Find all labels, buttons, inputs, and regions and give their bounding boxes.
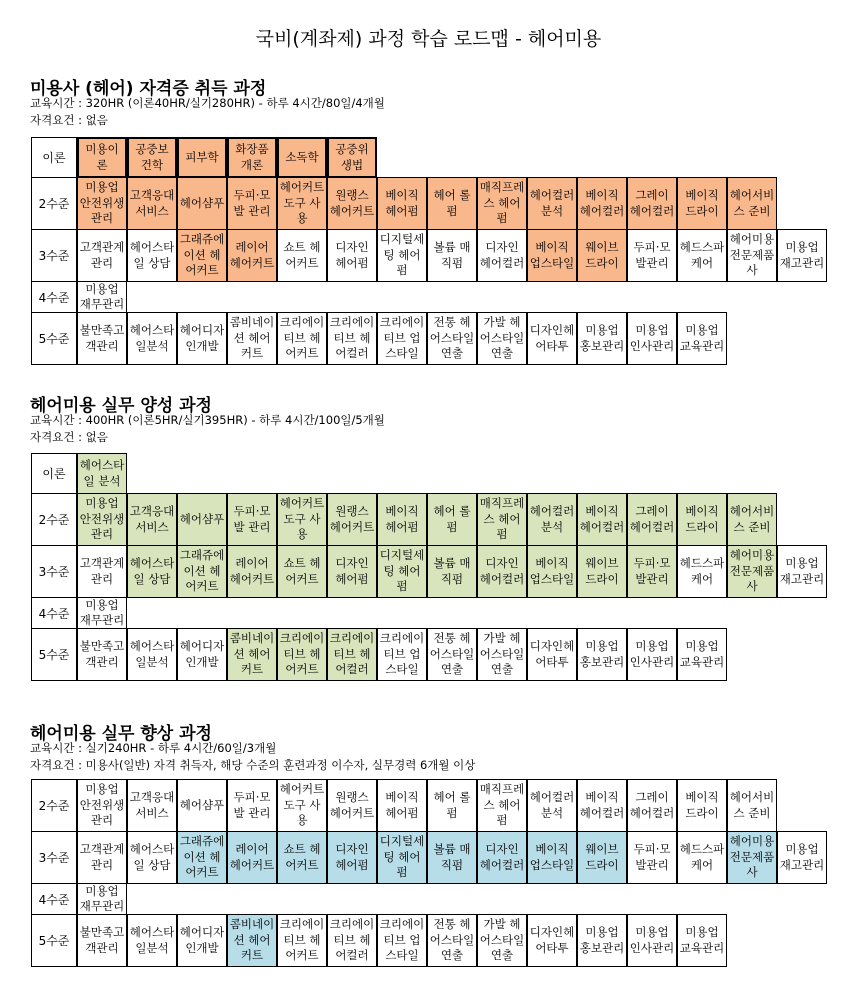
course-cell: 미용업 재무관리	[77, 883, 127, 915]
course-cell: 미용업 교육관리	[677, 312, 727, 365]
course-cell: 헤어컬러 분석	[527, 779, 577, 832]
course-cell: 볼륨 매직펌	[427, 545, 477, 598]
course-cell: 고객관계관리	[77, 545, 127, 598]
course-cell: 콤비네이션 헤어커트	[227, 914, 277, 967]
section-hours: 교육시간 : 320HR (이론40HR/실기280HR) - 하루 4시간/80일/4개월	[30, 96, 385, 110]
course-cell: 베이직 헤어펌	[377, 779, 427, 832]
course-cell: 크리에이티브 헤어컬러	[327, 914, 377, 967]
course-cell: 베이직 헤어컬러	[577, 493, 627, 546]
course-cell: 헤드스파케어	[677, 831, 727, 884]
level-label-l3: 3수준	[31, 229, 77, 282]
section-hours: 교육시간 : 400HR (이론5HR/실기395HR) - 하루 4시간/100일/5개월	[30, 413, 385, 427]
course-cell: 헤어커트 도구 사용	[277, 493, 327, 546]
course-cell: 크리에이티브 업스타일	[377, 628, 427, 681]
course-cell: 헤어디자인개발	[177, 312, 227, 365]
course-cell: 고객응대 서비스	[127, 493, 177, 546]
course-cell: 매직프레스 헤어펌	[477, 493, 527, 546]
course-cell: 베이직 업스타일	[527, 229, 577, 282]
page-title: 국비(계좌제) 과정 학습 로드맵 - 헤어미용	[255, 28, 602, 50]
course-cell: 헤어서비스 준비	[727, 779, 777, 832]
course-cell: 미용업 교육관리	[677, 914, 727, 967]
course-cell: 고객관계관리	[77, 229, 127, 282]
course-cell: 미용업 안전위생 관리	[77, 177, 127, 230]
course-cell: 레이어 헤어커트	[227, 545, 277, 598]
section-hours: 교육시간 : 실기240HR - 하루 4시간/60일/3개월	[30, 741, 277, 755]
course-cell: 미용업 재고관리	[777, 545, 827, 598]
course-cell: 원랭스 헤어커트	[327, 779, 377, 832]
course-cell: 레이어 헤어커트	[227, 229, 277, 282]
course-cell: 원랭스 헤어커트	[327, 493, 377, 546]
course-cell: 전통 헤어스타일연출	[427, 628, 477, 681]
theory-cell: 화장품개론	[227, 137, 277, 178]
section-requirement: 자격요건 : 없음	[30, 430, 108, 444]
course-cell: 디자인헤어타투	[527, 312, 577, 365]
course-cell: 고객응대 서비스	[127, 779, 177, 832]
section-title: 미용사 (헤어) 자격증 취득 과정	[30, 79, 267, 99]
course-cell: 웨이브 드라이	[577, 545, 627, 598]
course-cell: 그래쥬에이션 헤어커트	[177, 229, 227, 282]
course-cell: 콤비네이션 헤어커트	[227, 312, 277, 365]
course-cell: 베이직 헤어컬러	[577, 779, 627, 832]
course-cell: 미용업 교육관리	[677, 628, 727, 681]
course-cell: 헤어미용 전문제품사	[727, 831, 777, 884]
level-label-theory: 이론	[31, 453, 77, 494]
level-label-l3: 3수준	[31, 545, 77, 598]
course-cell: 전통 헤어스타일연출	[427, 312, 477, 365]
course-cell: 헤어스타일 상담	[127, 229, 177, 282]
course-cell: 웨이브 드라이	[577, 229, 627, 282]
course-cell: 그래쥬에이션 헤어커트	[177, 545, 227, 598]
theory-cell: 공중보건학	[127, 137, 177, 178]
course-cell: 베이직 헤어펌	[377, 177, 427, 230]
level-label-theory: 이론	[31, 137, 77, 178]
course-cell: 크리에이티브 업스타일	[377, 914, 427, 967]
level-label-l5: 5수준	[31, 312, 77, 365]
course-cell: 미용업 인사관리	[627, 628, 677, 681]
course-cell: 미용업 홍보관리	[577, 628, 627, 681]
course-cell: 불만족고객관리	[77, 312, 127, 365]
course-cell: 디자인헤어타투	[527, 914, 577, 967]
course-cell: 헤어스타일분석	[127, 914, 177, 967]
course-cell: 고객관계관리	[77, 831, 127, 884]
level-label-l2: 2수준	[31, 177, 77, 230]
course-cell: 헤드스파케어	[677, 545, 727, 598]
section-title: 헤어미용 실무 향상 과정	[30, 724, 212, 744]
section-requirement: 자격요건 : 없음	[30, 113, 108, 127]
course-cell: 불만족고객관리	[77, 628, 127, 681]
course-cell: 베이직 드라이	[677, 779, 727, 832]
course-cell: 미용업 재무관리	[77, 597, 127, 629]
course-cell: 볼륨 매직펌	[427, 831, 477, 884]
course-cell: 미용업 인사관리	[627, 914, 677, 967]
course-cell: 디지털세팅 헤어펌	[377, 831, 427, 884]
course-cell: 미용업 재고관리	[777, 229, 827, 282]
course-cell: 디지털세팅 헤어펌	[377, 229, 427, 282]
level-label-l4: 4수준	[31, 597, 77, 629]
course-cell: 헤어샴푸	[177, 177, 227, 230]
course-cell: 헤어디자인개발	[177, 914, 227, 967]
theory-cell: 공중위생법	[327, 137, 377, 178]
course-cell: 그레이 헤어컬러	[627, 779, 677, 832]
course-cell: 헤어디자인개발	[177, 628, 227, 681]
course-cell: 베이직 드라이	[677, 177, 727, 230]
course-cell: 콤비네이션 헤어커트	[227, 628, 277, 681]
course-cell: 헤어스타일분석	[127, 628, 177, 681]
level-label-l4: 4수준	[31, 883, 77, 915]
course-cell: 헤어서비스 준비	[727, 493, 777, 546]
level-label-l2: 2수준	[31, 779, 77, 832]
course-cell: 디자인 헤어컬러	[477, 545, 527, 598]
course-cell: 헤어서비스 준비	[727, 177, 777, 230]
level-label-l5: 5수준	[31, 914, 77, 967]
course-cell: 헤어스타일 상담	[127, 831, 177, 884]
course-cell: 헤어 롤 펌	[427, 779, 477, 832]
course-cell: 쇼트 헤어커트	[277, 831, 327, 884]
course-cell: 미용업 재무관리	[77, 281, 127, 313]
course-cell: 전통 헤어스타일연출	[427, 914, 477, 967]
course-cell: 가발 헤어스타일연출	[477, 312, 527, 365]
course-cell: 가발 헤어스타일연출	[477, 628, 527, 681]
course-cell: 베이직 헤어펌	[377, 493, 427, 546]
section-requirement: 자격요건 : 미용사(일반) 자격 취득자, 해당 수준의 훈련과정 이수자, 실무경력 6개월 이상	[30, 758, 476, 772]
course-cell: 헤어커트 도구 사용	[277, 177, 327, 230]
course-cell: 두피·모발관리	[627, 545, 677, 598]
course-cell: 불만족고객관리	[77, 914, 127, 967]
course-cell: 헤어커트 도구 사용	[277, 779, 327, 832]
course-cell: 고객응대 서비스	[127, 177, 177, 230]
course-cell: 미용업 재고관리	[777, 831, 827, 884]
level-label-l4: 4수준	[31, 281, 77, 313]
course-cell: 헤드스파케어	[677, 229, 727, 282]
course-cell: 헤어샴푸	[177, 779, 227, 832]
course-cell: 쇼트 헤어커트	[277, 229, 327, 282]
section-title: 헤어미용 실무 양성 과정	[30, 396, 212, 416]
theory-cell: 미용이론	[77, 137, 127, 178]
course-cell: 두피·모발 관리	[227, 177, 277, 230]
level-label-l5: 5수준	[31, 628, 77, 681]
course-cell: 헤어컬러 분석	[527, 177, 577, 230]
course-cell: 그레이 헤어컬러	[627, 493, 677, 546]
course-cell: 디자인 헤어컬러	[477, 831, 527, 884]
course-cell: 크리에이티브 업스타일	[377, 312, 427, 365]
course-cell: 매직프레스 헤어펌	[477, 177, 527, 230]
theory-cell: 헤어스타일 분석	[77, 453, 127, 494]
course-cell: 베이직 드라이	[677, 493, 727, 546]
course-cell: 디자인 헤어펌	[327, 831, 377, 884]
course-cell: 헤어미용 전문제품사	[727, 229, 777, 282]
course-cell: 그레이 헤어컬러	[627, 177, 677, 230]
course-cell: 두피·모발 관리	[227, 779, 277, 832]
course-cell: 크리에이티브 헤어커트	[277, 914, 327, 967]
theory-cell: 소독학	[277, 137, 327, 178]
course-cell: 디자인헤어타투	[527, 628, 577, 681]
course-cell: 크리에이티브 헤어컬러	[327, 312, 377, 365]
course-cell: 그래쥬에이션 헤어커트	[177, 831, 227, 884]
course-cell: 헤어스타일 상담	[127, 545, 177, 598]
course-cell: 디자인 헤어컬러	[477, 229, 527, 282]
course-cell: 쇼트 헤어커트	[277, 545, 327, 598]
level-label-l3: 3수준	[31, 831, 77, 884]
course-cell: 디자인 헤어펌	[327, 545, 377, 598]
course-cell: 가발 헤어스타일연출	[477, 914, 527, 967]
course-cell: 레이어 헤어커트	[227, 831, 277, 884]
course-cell: 베이직 업스타일	[527, 831, 577, 884]
course-cell: 헤어스타일분석	[127, 312, 177, 365]
course-cell: 디지털세팅 헤어펌	[377, 545, 427, 598]
course-cell: 원랭스 헤어커트	[327, 177, 377, 230]
course-cell: 미용업 인사관리	[627, 312, 677, 365]
course-cell: 헤어 롤 펌	[427, 177, 477, 230]
course-cell: 볼륨 매직펌	[427, 229, 477, 282]
course-cell: 크리에이티브 헤어커트	[277, 312, 327, 365]
course-cell: 헤어미용 전문제품사	[727, 545, 777, 598]
course-cell: 두피·모발관리	[627, 831, 677, 884]
course-cell: 베이직 업스타일	[527, 545, 577, 598]
course-cell: 베이직 헤어컬러	[577, 177, 627, 230]
course-cell: 웨이브 드라이	[577, 831, 627, 884]
course-cell: 크리에이티브 헤어컬러	[327, 628, 377, 681]
course-cell: 미용업 안전위생 관리	[77, 493, 127, 546]
course-cell: 미용업 홍보관리	[577, 312, 627, 365]
level-label-l2: 2수준	[31, 493, 77, 546]
course-cell: 두피·모발관리	[627, 229, 677, 282]
course-cell: 크리에이티브 헤어커트	[277, 628, 327, 681]
course-cell: 헤어 롤 펌	[427, 493, 477, 546]
course-cell: 헤어샴푸	[177, 493, 227, 546]
course-cell: 헤어컬러 분석	[527, 493, 577, 546]
course-cell: 두피·모발 관리	[227, 493, 277, 546]
course-cell: 매직프레스 헤어펌	[477, 779, 527, 832]
theory-cell: 피부학	[177, 137, 227, 178]
course-cell: 미용업 홍보관리	[577, 914, 627, 967]
course-cell: 미용업 안전위생 관리	[77, 779, 127, 832]
course-cell: 디자인 헤어펌	[327, 229, 377, 282]
